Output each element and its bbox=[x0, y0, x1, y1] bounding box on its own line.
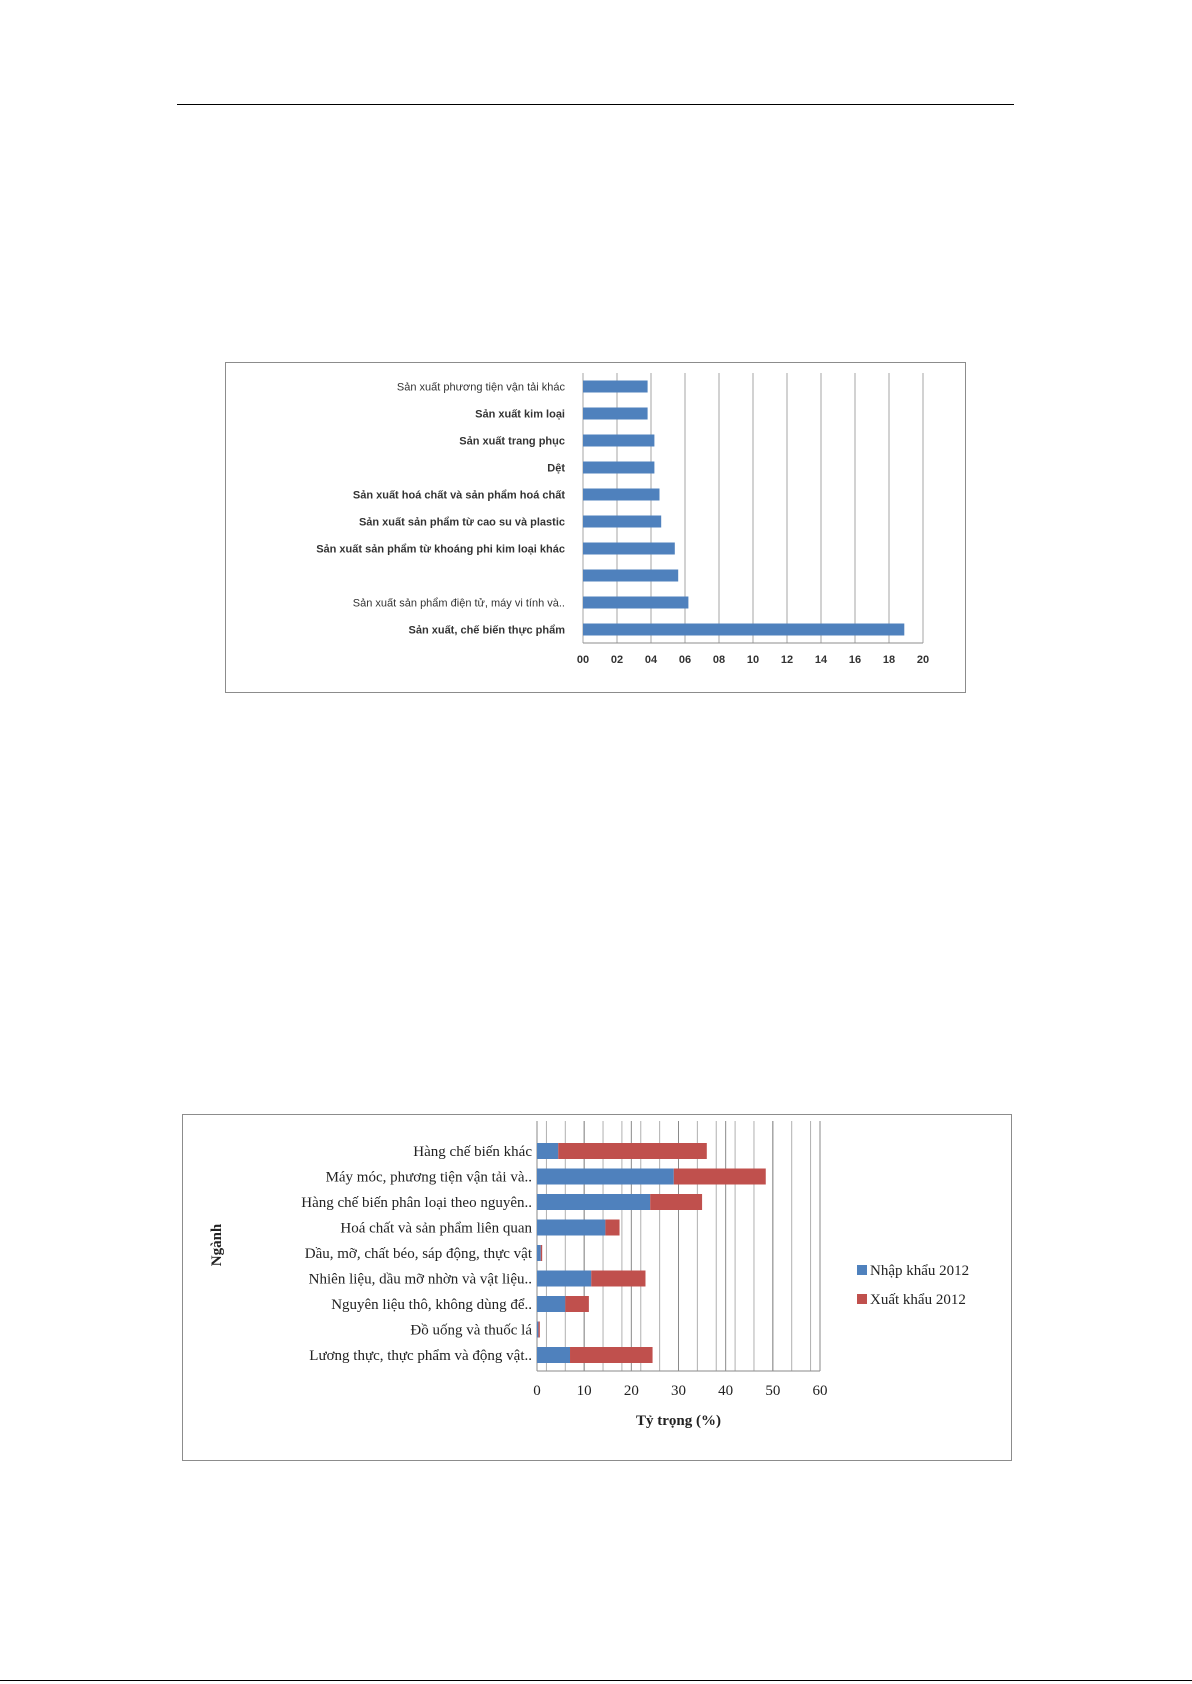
x-tick-label: 20 bbox=[916, 654, 930, 666]
legend-label: Xuất khẩu 2012 bbox=[870, 1292, 966, 1308]
category-label: Sản xuất sản phẩm điện tử, máy vi tính và.. bbox=[352, 597, 565, 610]
export-bar bbox=[570, 1347, 653, 1363]
category-label: Lương thực, thực phẩm và động vật.. bbox=[309, 1348, 532, 1364]
export-bar bbox=[650, 1194, 702, 1210]
legend-swatch bbox=[857, 1294, 867, 1304]
export-bar bbox=[541, 1245, 542, 1261]
industry-share-chart-svg bbox=[226, 363, 965, 692]
category-label: Nhiên liệu, dầu mỡ nhờn và vật liệu.. bbox=[308, 1271, 532, 1288]
footer-rule bbox=[0, 1680, 1192, 1681]
import-bar bbox=[537, 1194, 650, 1210]
x-tick-label: 10 bbox=[576, 1383, 592, 1399]
x-tick-label: 04 bbox=[644, 654, 658, 666]
x-tick-label: 02 bbox=[610, 654, 624, 666]
category-label: Nguyên liệu thô, không dùng để.. bbox=[331, 1297, 532, 1313]
category-label: Hàng chế biến khác bbox=[413, 1144, 532, 1160]
import-bar bbox=[537, 1296, 565, 1312]
category-label: Sản xuất kim loại bbox=[475, 408, 565, 421]
import-bar bbox=[537, 1322, 538, 1338]
bar bbox=[583, 408, 648, 420]
x-tick-label: 30 bbox=[671, 1383, 686, 1399]
bar bbox=[583, 435, 654, 447]
x-axis-title: Tỷ trọng (%) bbox=[636, 1413, 721, 1429]
x-tick-label: 12 bbox=[780, 654, 794, 666]
export-bar bbox=[538, 1322, 539, 1338]
bar bbox=[583, 624, 904, 636]
x-tick-label: 06 bbox=[678, 654, 692, 666]
x-tick-label: 40 bbox=[718, 1383, 734, 1399]
category-label: Dầu, mỡ, chất béo, sáp động, thực vật bbox=[304, 1246, 532, 1262]
x-tick-label: 0 bbox=[533, 1383, 541, 1399]
bar bbox=[583, 462, 654, 474]
export-bar bbox=[558, 1143, 707, 1159]
category-label: Sản xuất hoá chất và sản phẩm hoá chất bbox=[352, 489, 565, 502]
x-tick-label: 18 bbox=[882, 654, 896, 666]
import-bar bbox=[537, 1271, 591, 1287]
export-bar bbox=[674, 1169, 766, 1185]
x-tick-label: 50 bbox=[765, 1383, 781, 1399]
import-bar bbox=[537, 1169, 674, 1185]
category-label: Máy móc, phương tiện vận tải và.. bbox=[325, 1169, 532, 1186]
x-tick-label: 20 bbox=[623, 1383, 639, 1399]
category-label: Hàng chế biến phân loại theo nguyên.. bbox=[301, 1195, 532, 1211]
category-label: Dệt bbox=[547, 462, 565, 475]
export-bar bbox=[591, 1271, 645, 1287]
x-tick-label: 60 bbox=[812, 1383, 828, 1399]
category-label: Sản xuất sản phẩm từ cao su và plastic bbox=[358, 516, 565, 529]
y-axis-title: Ngành bbox=[209, 1223, 225, 1267]
category-label: Sản xuất trang phục bbox=[459, 435, 565, 448]
x-tick-label: 08 bbox=[712, 654, 726, 666]
bar bbox=[583, 516, 661, 528]
x-tick-label: 16 bbox=[848, 654, 862, 666]
category-label: Sản xuất, chế biến thực phẩm bbox=[408, 624, 565, 637]
trade-structure-chart bbox=[182, 1114, 1012, 1461]
x-tick-label: 10 bbox=[746, 654, 760, 666]
x-tick-label: 14 bbox=[814, 654, 828, 666]
import-bar bbox=[537, 1220, 605, 1236]
export-bar bbox=[605, 1220, 619, 1236]
trade-structure-chart-svg bbox=[183, 1115, 1011, 1460]
import-bar bbox=[537, 1245, 541, 1261]
bar bbox=[583, 597, 688, 609]
header-rule bbox=[177, 104, 1014, 105]
import-bar bbox=[537, 1347, 570, 1363]
category-label: Hoá chất và sản phẩm liên quan bbox=[340, 1220, 532, 1237]
legend-swatch bbox=[857, 1265, 867, 1275]
legend-label: Nhập khẩu 2012 bbox=[870, 1263, 970, 1279]
category-label: Đồ uống và thuốc lá bbox=[410, 1322, 532, 1339]
export-bar bbox=[565, 1296, 589, 1312]
category-label: Sản xuất phương tiện vận tải khác bbox=[396, 381, 565, 394]
bar bbox=[583, 381, 648, 393]
industry-share-chart bbox=[225, 362, 966, 693]
bar bbox=[583, 543, 675, 555]
bar bbox=[583, 570, 678, 582]
bar bbox=[583, 489, 660, 501]
import-bar bbox=[537, 1143, 558, 1159]
x-tick-label: 00 bbox=[576, 654, 590, 666]
category-label: Sản xuất sản phẩm từ khoáng phi kim loại khác bbox=[316, 543, 565, 556]
